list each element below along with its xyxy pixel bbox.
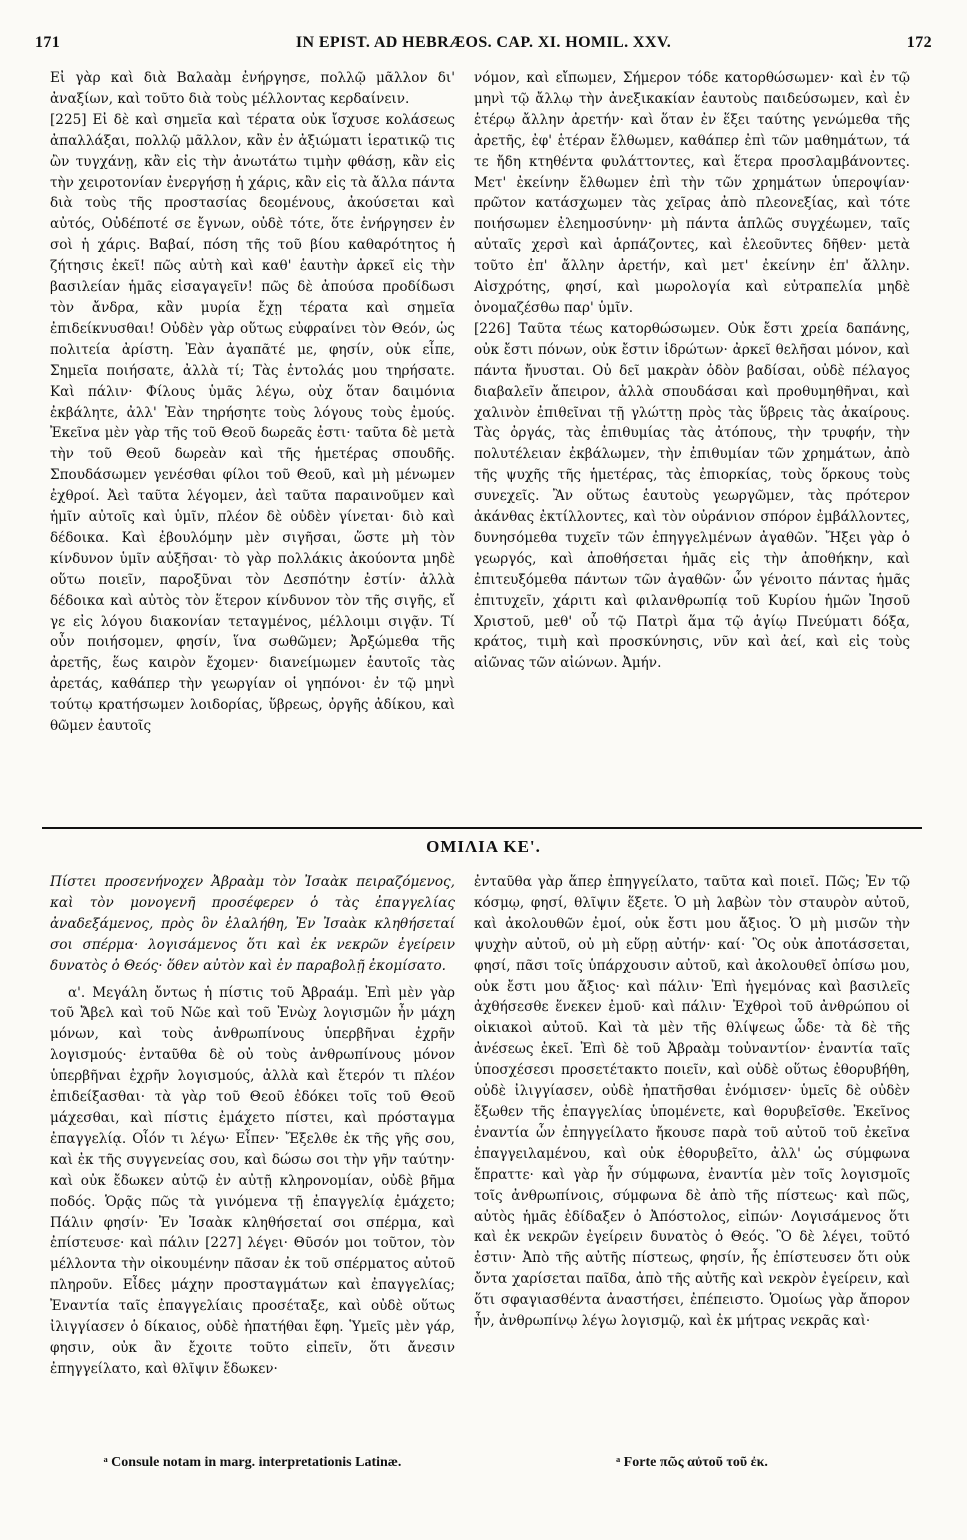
column-bottom-right <box>474 872 910 1332</box>
footnote-left: ᵃ Consule notam in marg. interpretationis Latinæ. <box>103 1455 402 1470</box>
page-number-left: 171 <box>35 34 61 51</box>
column-bottom-left <box>50 872 455 1380</box>
page-number-right: 172 <box>906 34 932 51</box>
paragraph: Εἰ γὰρ καὶ διὰ Βαλαὰμ ἐνήργησε, πολλῷ μᾶλλον δι' ἀναξίων, καὶ τοῦτο διὰ τοὺς μέλλοντας κερδαίνειν. <box>50 70 455 107</box>
paragraph: α'. Μεγάλη ὄντως ἡ πίστις τοῦ Ἀβραάμ. Ἐπὶ μὲν γὰρ τοῦ Ἄβελ καὶ τοῦ Νῶε καὶ τοῦ Ἐνὼχ λογισμῶν ἦν μάχη μόνων, καὶ τοὺς ἀνθρωπίνους ὑπερβῆναι ἐχρῆν λογισμούς· ἐνταῦθα δὲ οὐ τοὺς ἀνθρωπίνους μόνον ὑπερβῆναι ἐχρῆν λογισμούς, ἀλλὰ καὶ ἕτερόν τι πλέον ἐπιδείξασθαι· τὰ γὰρ τοῦ Θεοῦ ἐδόκει τοῖς τοῦ Θεοῦ μάχεσθαι, καὶ πίστις ἐμάχετο πίστει, καὶ πρόσταγμα ἐπαγγελίᾳ. Οἷόν τι λέγω· Εἶπεν· Ἔξελθε ἐκ τῆς γῆς σου, καὶ ἐκ τῆς συγγενείας σου, καὶ δώσω σοι τὴν γῆν ταύτην· καὶ οὐκ ἔδωκεν αὐτῷ ἐν αὐτῇ κληρονομίαν, οὐδὲ βῆμα ποδός. Ὁρᾷς πῶς τὰ γινόμενα τῇ ἐπαγγελίᾳ ἐμάχετο; Πάλιν φησίν· Ἐν Ἰσαὰκ κληθήσεταί σοι σπέρμα, καὶ ἐπίστευσε· καὶ πάλιν [227] λέγει· Θῦσόν μοι τοῦτον, τὸν μέλλοντα τὴν οἰκουμένην πᾶσαν ἐκ τοῦ σπέρματος αὐτοῦ πληροῦν. Εἶδες μάχην προσταγμάτων καὶ ἐπαγγελίας; Ἐναντία ταῖς ἐπαγγελίαις προσέταξε, καὶ οὐδὲ οὕτως ἰλιγγίασεν ὁ δίκαιος, οὐδὲ ἠπατήθαι ἔφη. Ὑμεῖς μὲν γάρ, φησιν, οὐκ ἂν ἔχοιτε τοῦτο εἰπεῖν, ὅτι ἄνεσιν ἐπηγγείλατο, καὶ θλῖψιν ἔδωκεν· <box>50 984 455 1377</box>
paragraph: νόμον, καὶ εἴπωμεν, Σήμερον τόδε κατορθώσωμεν· καὶ ἐν τῷ μηνὶ τῷ ἄλλῳ τὴν ἀνεξικακίαν ἑαυτοὺς παιδεύσωμεν, καὶ ἐν ἑτέρῳ ἄλλην ἀρετήν· καὶ ὅταν ἐν ἕξει ταύτης γενώμεθα τῆς ἀρετῆς, ἐφ' ἑτέραν ἔλθωμεν, καθάπερ ἐπὶ τῶν μαθημάτων, τά τε ἤδη κτηθέντα φυλάττοντες, καὶ ἕτερα προσλαμβάνοντες. Μετ' ἐκείνην ἔλθωμεν ἐπὶ τὴν τῶν χρημάτων ὑπεροψίαν· πρῶτον κατάσχωμεν τὰς χεῖρας ἀπὸ πλεονεξίας, καὶ τότε ποιήσωμεν ἐλεημοσύνην· μὴ πάντα ἁπλῶς συγχέωμεν, ταῖς αὐταῖς χερσὶ καὶ ἁρπάζοντες, καὶ ἐλεοῦντες δῆθεν· μετὰ τοῦτο ἐπ' ἄλλην ἀρετήν, καὶ μετ' ἐκείνην ἐπ' ἄλλην. Αἰσχρότης, φησί, καὶ μωρολογία καὶ εὐτραπελία μηδὲ ὀνομαζέσθω παρ' ὑμῖν. <box>474 70 910 316</box>
running-title: IN EPIST. AD HEBRÆOS. CAP. XI. HOMIL. XXV. <box>295 34 672 51</box>
footnote-right: ᵃ Forte πῶς αὐτοῦ τοῦ ἐκ. <box>616 1455 768 1470</box>
paragraph: [226] Ταῦτα τέως κατορθώσωμεν. Οὐκ ἔστι χρεία δαπάνης, οὐκ ἔστι πόνων, οὐκ ἔστιν ἱδρώτων· ἀρκεῖ θελῆσαι μόνον, καὶ πάντα ἤνυσται. Οὐ δεῖ μακρὰν ὁδὸν βαδίσαι, οὐδὲ πέλαγος διαβαλεῖν ἄπειρον, ἀλλὰ σπουδάσαι καὶ προθυμηθῆναι, καὶ χαλινὸν ἐπιθεῖναι τῇ γλώττῃ πρὸς τὰς ὕβρεις τὰς ἀκαίρους. Τὰς ὀργάς, τὰς ἐπιθυμίας τὰς ἀτόπους, τὴν τρυφήν, τὴν πολυτέλειαν ἐκβάλωμεν, τὴν ἐπιθυμίαν τῶν χρημάτων, ἀπὸ τῆς ψυχῆς τῆς ἡμετέρας, τὰς ἐπιορκίας, τοὺς ὅρκους τοὺς συνεχεῖς. Ἂν οὕτως ἑαυτοὺς γεωργῶμεν, τὰς πρότερον ἀκάνθας ἐκτίλλοντες, καὶ τὸν οὐράνιον σπόρον ἐμβάλλοντες, δυνησόμεθα τυχεῖν τῶν ἐπηγγελμένων ἀγαθῶν. Ἤξει γὰρ ὁ γεωργός, καὶ ἀποθήσεται ἡμᾶς εἰς τὴν ἀποθήκην, καὶ ἐπιτευξόμεθα πάντων τῶν ἀγαθῶν· ὧν γένοιτο πάντας ἡμᾶς ἐπιτυχεῖν, χάριτι καὶ φιλανθρωπίᾳ τοῦ Κυρίου ἡμῶν Ἰησοῦ Χριστοῦ, μεθ' οὗ τῷ Πατρὶ ἅμα τῷ ἁγίῳ Πνεύματι δόξα, κράτος, τιμὴ καὶ προσκύνησις, νῦν καὶ ἀεί, καὶ εἰς τοὺς αἰῶνας τῶν αἰώνων. Ἀμήν. <box>474 320 910 672</box>
scripture-lemma: Πίστει προσενήνοχεν Ἀβραὰμ τὸν Ἰσαὰκ πειραζόμενος, καὶ τὸν μονογενῆ προσέφερεν ὁ τὰς ἐπαγγελίας ἀναδεξάμενος, πρὸς ὃν ἐλαλήθη, Ἐν Ἰσαὰκ κληθήσεταί σοι σπέρμα· λογισάμενος ὅτι καὶ ἐκ νεκρῶν ἐγείρειν δυνατὸς ὁ Θεός· ὅθεν αὐτὸν καὶ ἐν παραβολῇ ἐκομίσατο. <box>50 874 455 974</box>
section-divider <box>42 827 922 829</box>
running-header <box>30 34 937 58</box>
column-top-left <box>50 68 455 737</box>
column-top-right <box>474 68 910 674</box>
paragraph: ἐνταῦθα γὰρ ἅπερ ἐπηγγείλατο, ταῦτα καὶ ποιεῖ. Πῶς; Ἐν τῷ κόσμῳ, φησί, θλῖψιν ἕξετε. Ὁ μὴ λαβὼν τὸν σταυρὸν αὐτοῦ, καὶ ἀκολουθῶν ἐμοί, οὐκ ἔστι μου ἄξιος. Ὁ μὴ μισῶν τὴν ψυχὴν αὐτοῦ, οὐ μὴ εὕρῃ αὐτήν· καί· Ὃς οὐκ ἀποτάσσεται, φησί, πᾶσι τοῖς ὑπάρχουσιν αὐτοῦ, καὶ ἀκολουθεῖ ὀπίσω μου, οὐκ ἔστι μου ἄξιος· καὶ πάλιν· Ἐπὶ ἡγεμόνας καὶ βασιλεῖς ἀχθήσεσθε ἕνεκεν ἐμοῦ· καὶ πάλιν· Ἐχθροὶ τοῦ ἀνθρώπου οἱ οἰκιακοὶ αὐτοῦ. Καὶ τὰ μὲν τῆς θλίψεως ὧδε· τὰ δὲ τῆς ἀνέσεως ἐκεῖ. Ἐπὶ δὲ τοῦ Ἀβραὰμ τοὐναντίον· ἐναντία ταῖς ὑποσχέσεσι προσετέτακτο ποιεῖν, καὶ οὐδὲ οὕτως ἐθορυβήθη, οὐδὲ ἰλιγγίασεν, οὐδὲ ἠπατῆσθαι ἐνόμισεν· ὑμεῖς δὲ οὐδὲν ἔξωθεν τῆς ἐπαγγελίας ὑπομένετε, καὶ θορυβεῖσθε. Ἐκεῖνος ἐναντία ὧν ἐπηγγείλατο ἤκουσε παρὰ τοῦ αὐτοῦ τοῦ ἐκεῖνα ἐπαγγειλαμένου, καὶ οὐκ ἐθορυβεῖτο, ἀλλ' ὡς σύμφωνα ἔπραττε· καὶ γὰρ ἦν σύμφωνα, ἐναντία μὲν τοῖς λογισμοῖς τοῖς ἀνθρωπίνοις, σύμφωνα δὲ ἀπὸ τῆς πίστεως· καὶ πῶς, αὐτὸς ἡμᾶς ἐδίδαξεν ὁ Ἀπόστολος, εἰπών· Λογισάμενος ὅτι καὶ ἐκ νεκρῶν ἐγείρειν δυνατὸς ὁ Θεός. Ὃ δὲ λέγει, τοῦτό ἐστιν· Ἀπὸ τῆς αὐτῆς πίστεως, φησίν, ἧς ἐπίστευσεν ὅτι οὐκ ὄντα χαρίσεται παῖδα, ἀπὸ τῆς αὐτῆς καὶ νεκρὸν ἐγείρειν, καὶ ὅτι σφαγιασθέντα ἀναστήσει, ἐπέπειστο. Ὁμοίως γὰρ ἄπορον ἦν, ἀνθρωπίνῳ λέγω λογισμῷ, καὶ ἐκ μήτρας νεκρᾶς καὶ· <box>474 874 910 1330</box>
homily-title: ΟΜΙΛΙΑ ΚΕ'. <box>426 837 541 856</box>
paragraph: [225] Εἰ δὲ καὶ σημεῖα καὶ τέρατα οὐκ ἴσχυσε κολάσεως ἀπαλλάξαι, πολλῷ μᾶλλον, κἂν ἐν ἀξιώματι ἱερατικῷ τις ὢν τυγχάνῃ, κἂν εἰς τὴν ἀνωτάτω τιμὴν φθάσῃ, κἂν εἰς τὴν χειροτονίαν ἐνεργήσῃ ἡ χάρις, κἂν εἰς τὰ ἄλλα πάντα διὰ τοὺς τῆς προστασίας δεομένους, ἀκούσεται καὶ αὐτός, Οὐδέποτέ σε ἔγνων, οὐδὲ τότε, ὅτε ἐνήργησεν ἐν σοὶ ἡ χάρις. Βαβαί, πόση τῆς τοῦ βίου καθαρότητος ἡ ζήτησις ἐκεῖ! πῶς αὐτὴ καὶ καθ' ἑαυτὴν ἀρκεῖ εἰς τὴν βασιλείαν ἡμᾶς εἰσαγαγεῖν! πῶς δὲ ἀπούσα προδίδωσι τὸν ἄνδρα, κἂν μυρία ἔχῃ τέρατα καὶ σημεῖα ἐπιδείκνυσθαι! Οὐδὲν γὰρ οὕτως εὐφραίνει τὸν Θεόν, ὡς πολιτεία ἀρίστη. Ἐὰν ἀγαπᾶτέ με, φησίν, οὐκ εἶπε, Σημεῖα ποιήσατε, ἀλλὰ τί; Τὰς ἐντολάς μου τηρήσατε. Καὶ πάλιν· Φίλους ὑμᾶς λέγω, οὐχ ὅταν δαιμόνια ἐκβάλητε, ἀλλ' Ἐὰν τηρήσητε τοὺς λόγους τοὺς ἐμούς. Ἐκεῖνα μὲν γὰρ τῆς τοῦ Θεοῦ δωρεᾶς ἐστι· ταῦτα δὲ μετὰ τὴν τοῦ Θεοῦ δωρεὰν καὶ τῆς ἡμετέρας σπουδῆς. Σπουδάσωμεν γενέσθαι φίλοι τοῦ Θεοῦ, καὶ μὴ μένωμεν ἐχθροί. Ἀεὶ ταῦτα λέγομεν, ἀεὶ ταῦτα παραινοῦμεν καὶ ἡμῖν αὐτοῖς καὶ ὑμῖν, πλέον δὲ οὐδὲν γίνεται· διὸ καὶ δέδοικα. Καὶ ἐβουλόμην μὲν σιγῆσαι, ὥστε μὴ τὸν κίνδυνον ὑμῖν αὐξῆσαι· τὸ γὰρ πολλάκις ἀκούοντα μηδὲ οὕτω ποιεῖν, παροξῦναι τὸν Δεσπότην ἐστίν· ἀλλὰ δέδοικα καὶ αὐτὸς τὸν ἕτερον κίνδυνον τὸν τῆς σιγῆς, εἴ γε εἰς λόγου διακονίαν τεταγμένος, μέλλοιμι σιγᾷν. Τί οὖν ποιήσομεν, φησίν, ἵνα σωθῶμεν; Ἀρξώμεθα τῆς ἀρετῆς, ἕως καιρὸν ἔχομεν· διανείμωμεν ἑαυτοῖς τὰς ἀρετάς, καθάπερ τὴν γεωργίαν οἱ γηπόνοι· ἐν τῷ μηνὶ τούτῳ κρατήσωμεν λοιδορίας, ὕβρεως, ὀργῆς ἀδίκου, καὶ θῶμεν ἑαυτοῖς <box>50 111 455 735</box>
